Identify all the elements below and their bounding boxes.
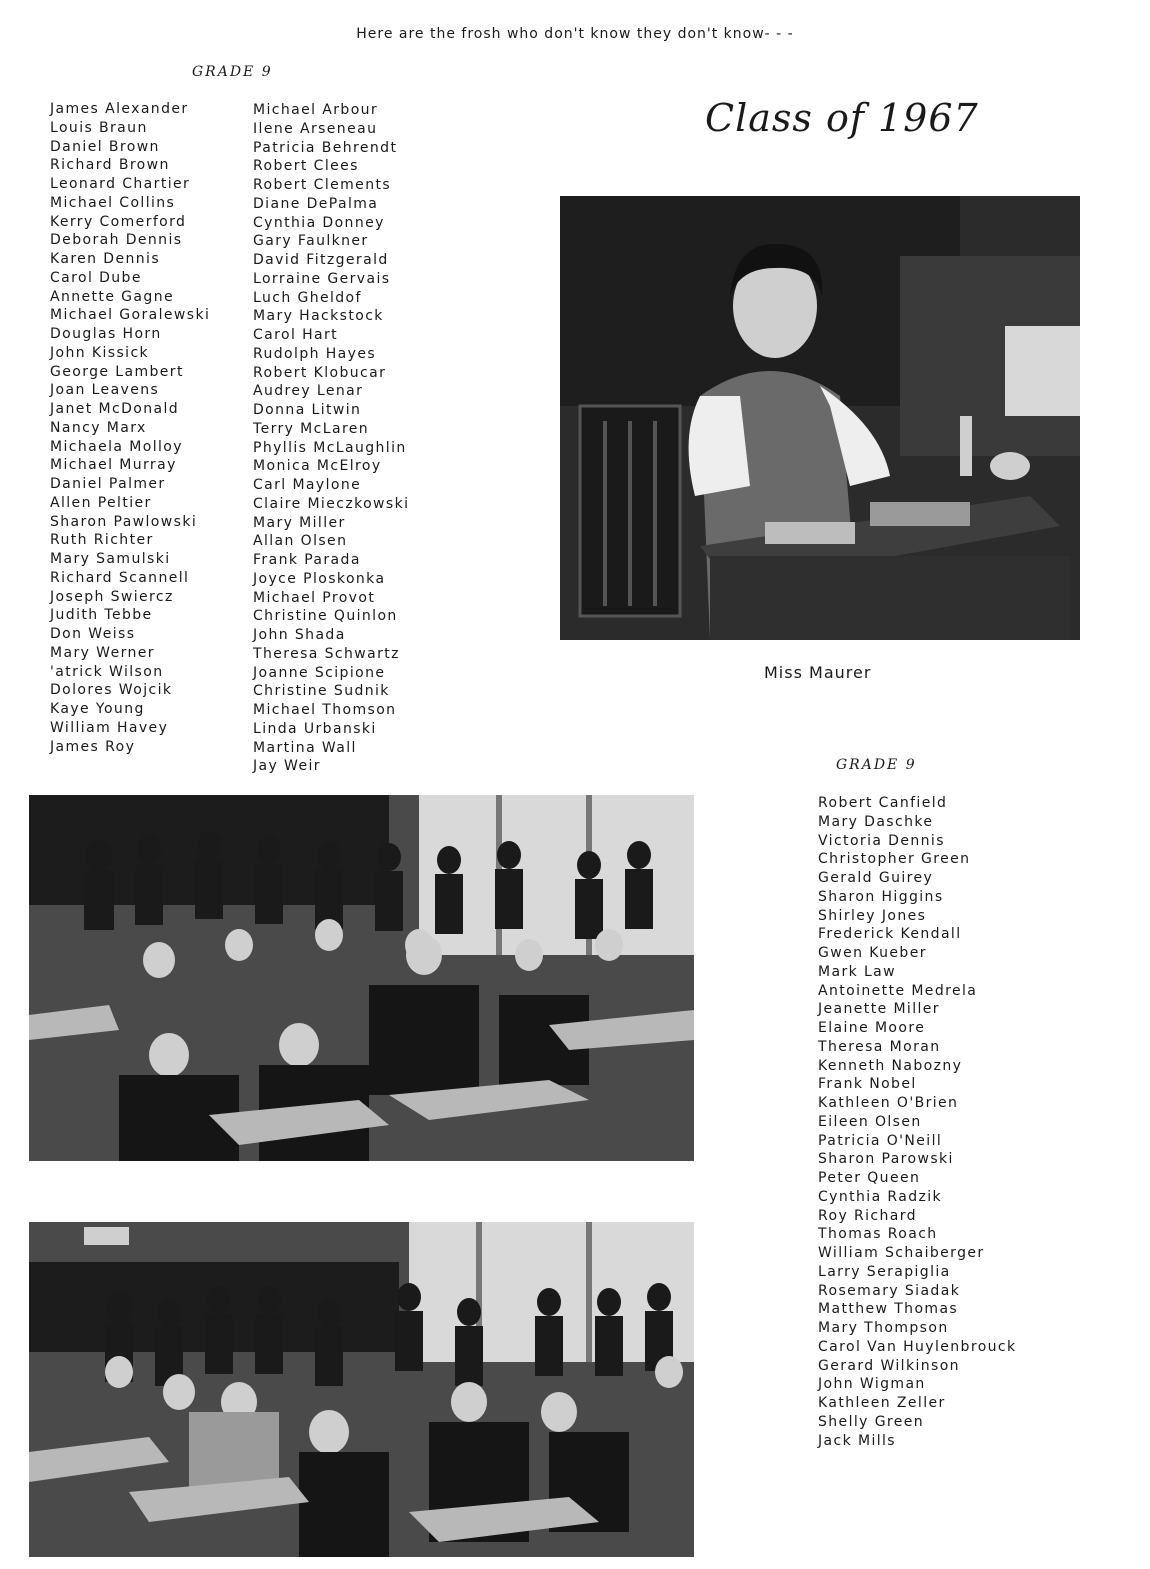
student-name: Thomas Roach xyxy=(818,1226,938,1243)
student-name: Daniel Palmer xyxy=(50,476,166,492)
student-name: Janet McDonald xyxy=(50,401,180,417)
classroom-photo-1 xyxy=(29,795,694,1161)
student-name: Dolores Wojcik xyxy=(50,682,173,699)
student-name: Joan Leavens xyxy=(50,382,160,399)
student-name: Frank Parada xyxy=(253,552,361,568)
student-name: 'atrick Wilson xyxy=(50,663,164,680)
student-name: Carl Maylone xyxy=(253,477,362,493)
student-name: Roy Richard xyxy=(818,1207,917,1224)
student-name: Donna Litwin xyxy=(253,402,362,418)
student-name: Jeanette Miller xyxy=(818,1001,940,1018)
student-name: Martina Wall xyxy=(253,739,357,756)
student-name: Kerry Comerford xyxy=(50,213,187,230)
student-name: Jack Mills xyxy=(818,1432,897,1449)
name-list-column-1 xyxy=(50,100,210,756)
student-name: William Havey xyxy=(50,719,169,736)
student-name: Douglas Horn xyxy=(50,326,162,342)
student-name: Terry McLaren xyxy=(253,420,370,437)
student-name: Gary Faulkner xyxy=(253,233,369,250)
student-name: Claire Mieczkowski xyxy=(253,495,410,512)
student-name: Rudolph Hayes xyxy=(253,345,377,362)
student-name: Christine Sudnik xyxy=(253,683,390,700)
student-name: David Fitzgerald xyxy=(253,252,389,268)
student-name: Richard Scannell xyxy=(50,569,190,586)
student-name: Larry Serapiglia xyxy=(818,1263,951,1280)
student-name: Christine Quinlon xyxy=(253,608,398,625)
student-name: Audrey Lenar xyxy=(253,383,364,400)
grade-label-right: GRADE 9 xyxy=(836,757,917,773)
student-name: Michael Thomson xyxy=(253,702,397,718)
student-name: Eileen Olsen xyxy=(818,1113,922,1130)
student-name: Victoria Dennis xyxy=(818,832,945,849)
student-name: Gwen Kueber xyxy=(818,945,927,961)
student-name: Michael Arbour xyxy=(253,102,379,118)
student-name: Michael Goralewski xyxy=(50,307,211,324)
student-name: Sharon Pawlowski xyxy=(50,513,198,530)
student-name: Robert Canfield xyxy=(818,795,948,811)
grade-label-top: GRADE 9 xyxy=(192,64,273,80)
student-name: Annette Gagne xyxy=(50,288,174,305)
student-name: Gerald Guirey xyxy=(818,870,934,886)
teacher-caption: Miss Maurer xyxy=(764,663,872,682)
student-name: Joseph Swiercz xyxy=(50,588,174,605)
student-name: Patricia O'Neill xyxy=(818,1132,943,1149)
student-name: Diane DePalma xyxy=(253,195,379,212)
student-name: Robert Klobucar xyxy=(253,364,387,381)
student-name: Carol Van Huylenbrouck xyxy=(818,1338,1017,1355)
student-name: Joyce Ploskonka xyxy=(253,570,386,587)
student-name: Michaela Molloy xyxy=(50,438,183,455)
student-name: Mary Thompson xyxy=(818,1320,949,1336)
student-name: Richard Brown xyxy=(50,157,170,174)
student-name: John Kissick xyxy=(50,344,150,361)
student-name: Elaine Moore xyxy=(818,1020,926,1036)
student-name: Joanne Scipione xyxy=(253,664,386,681)
student-name: John Wigman xyxy=(818,1376,926,1393)
student-name: Daniel Brown xyxy=(50,138,160,155)
student-name: Michael Murray xyxy=(50,457,177,474)
student-name: Shirley Jones xyxy=(818,907,927,924)
student-name: Deborah Dennis xyxy=(50,232,183,249)
student-name: Theresa Moran xyxy=(818,1038,941,1055)
student-name: Mark Law xyxy=(818,963,897,980)
student-name: Cynthia Donney xyxy=(253,214,385,231)
student-name: Christopher Green xyxy=(818,851,971,868)
student-name: Peter Queen xyxy=(818,1170,921,1186)
student-name: Frank Nobel xyxy=(818,1076,917,1093)
student-name: Judith Tebbe xyxy=(50,607,153,624)
student-name: Monica McElroy xyxy=(253,458,382,475)
student-name: Nancy Marx xyxy=(50,419,147,436)
student-name: Don Weiss xyxy=(50,626,136,642)
student-name: Michael Provot xyxy=(253,589,376,606)
student-name: Karen Dennis xyxy=(50,251,161,267)
student-name: William Schaiberger xyxy=(818,1245,985,1261)
student-name: Cynthia Radzik xyxy=(818,1188,943,1205)
student-name: Mary Miller xyxy=(253,514,346,531)
student-name: Frederick Kendall xyxy=(818,926,962,943)
student-name: Mary Hackstock xyxy=(253,308,384,325)
class-title: Class of 1967 xyxy=(705,96,979,140)
student-name: Allan Olsen xyxy=(253,533,348,550)
student-name: Mary Werner xyxy=(50,644,155,661)
student-name: John Shada xyxy=(253,627,346,643)
student-name: Sharon Higgins xyxy=(818,888,944,905)
student-name: Kaye Young xyxy=(50,701,145,717)
student-name: Carol Hart xyxy=(253,327,339,343)
student-name: Gerard Wilkinson xyxy=(818,1357,960,1374)
student-name: Theresa Schwartz xyxy=(253,645,400,662)
student-name: Kenneth Nabozny xyxy=(818,1057,963,1074)
student-name: Kathleen O'Brien xyxy=(818,1095,959,1111)
student-name: Lorraine Gervais xyxy=(253,270,391,287)
student-name: Robert Clees xyxy=(253,158,359,175)
name-list-column-2 xyxy=(253,101,409,776)
student-name: Mary Daschke xyxy=(818,813,934,830)
student-name: Allen Peltier xyxy=(50,494,152,511)
student-name: Kathleen Zeller xyxy=(818,1395,946,1411)
student-name: Leonard Chartier xyxy=(50,176,191,192)
student-name: Robert Clements xyxy=(253,177,392,193)
student-name: Phyllis McLaughlin xyxy=(253,439,407,456)
student-name: Shelly Green xyxy=(818,1413,925,1430)
student-name: James Roy xyxy=(50,738,136,755)
student-name: Sharon Parowski xyxy=(818,1151,954,1168)
student-name: James Alexander xyxy=(50,101,189,117)
classroom-photo-2 xyxy=(29,1222,694,1557)
page-tagline: Here are the frosh who don't know they don't know- - - xyxy=(356,26,794,42)
student-name: Rosemary Siadak xyxy=(818,1282,961,1299)
student-name: Patricia Behrendt xyxy=(253,139,398,156)
name-list-column-3 xyxy=(818,794,1017,1450)
student-name: Mary Samulski xyxy=(50,551,171,567)
student-name: Carol Dube xyxy=(50,269,142,286)
student-name: Louis Braun xyxy=(50,119,148,136)
student-name: Ruth Richter xyxy=(50,532,154,549)
student-name: Michael Collins xyxy=(50,194,176,211)
student-name: Jay Weir xyxy=(253,758,321,775)
student-name: Luch Gheldof xyxy=(253,289,362,306)
student-name: Antoinette Medrela xyxy=(818,982,978,999)
student-name: George Lambert xyxy=(50,363,184,380)
teacher-photo xyxy=(560,196,1080,640)
student-name: Linda Urbanski xyxy=(253,720,377,737)
student-name: Ilene Arseneau xyxy=(253,120,378,137)
student-name: Matthew Thomas xyxy=(818,1301,959,1318)
